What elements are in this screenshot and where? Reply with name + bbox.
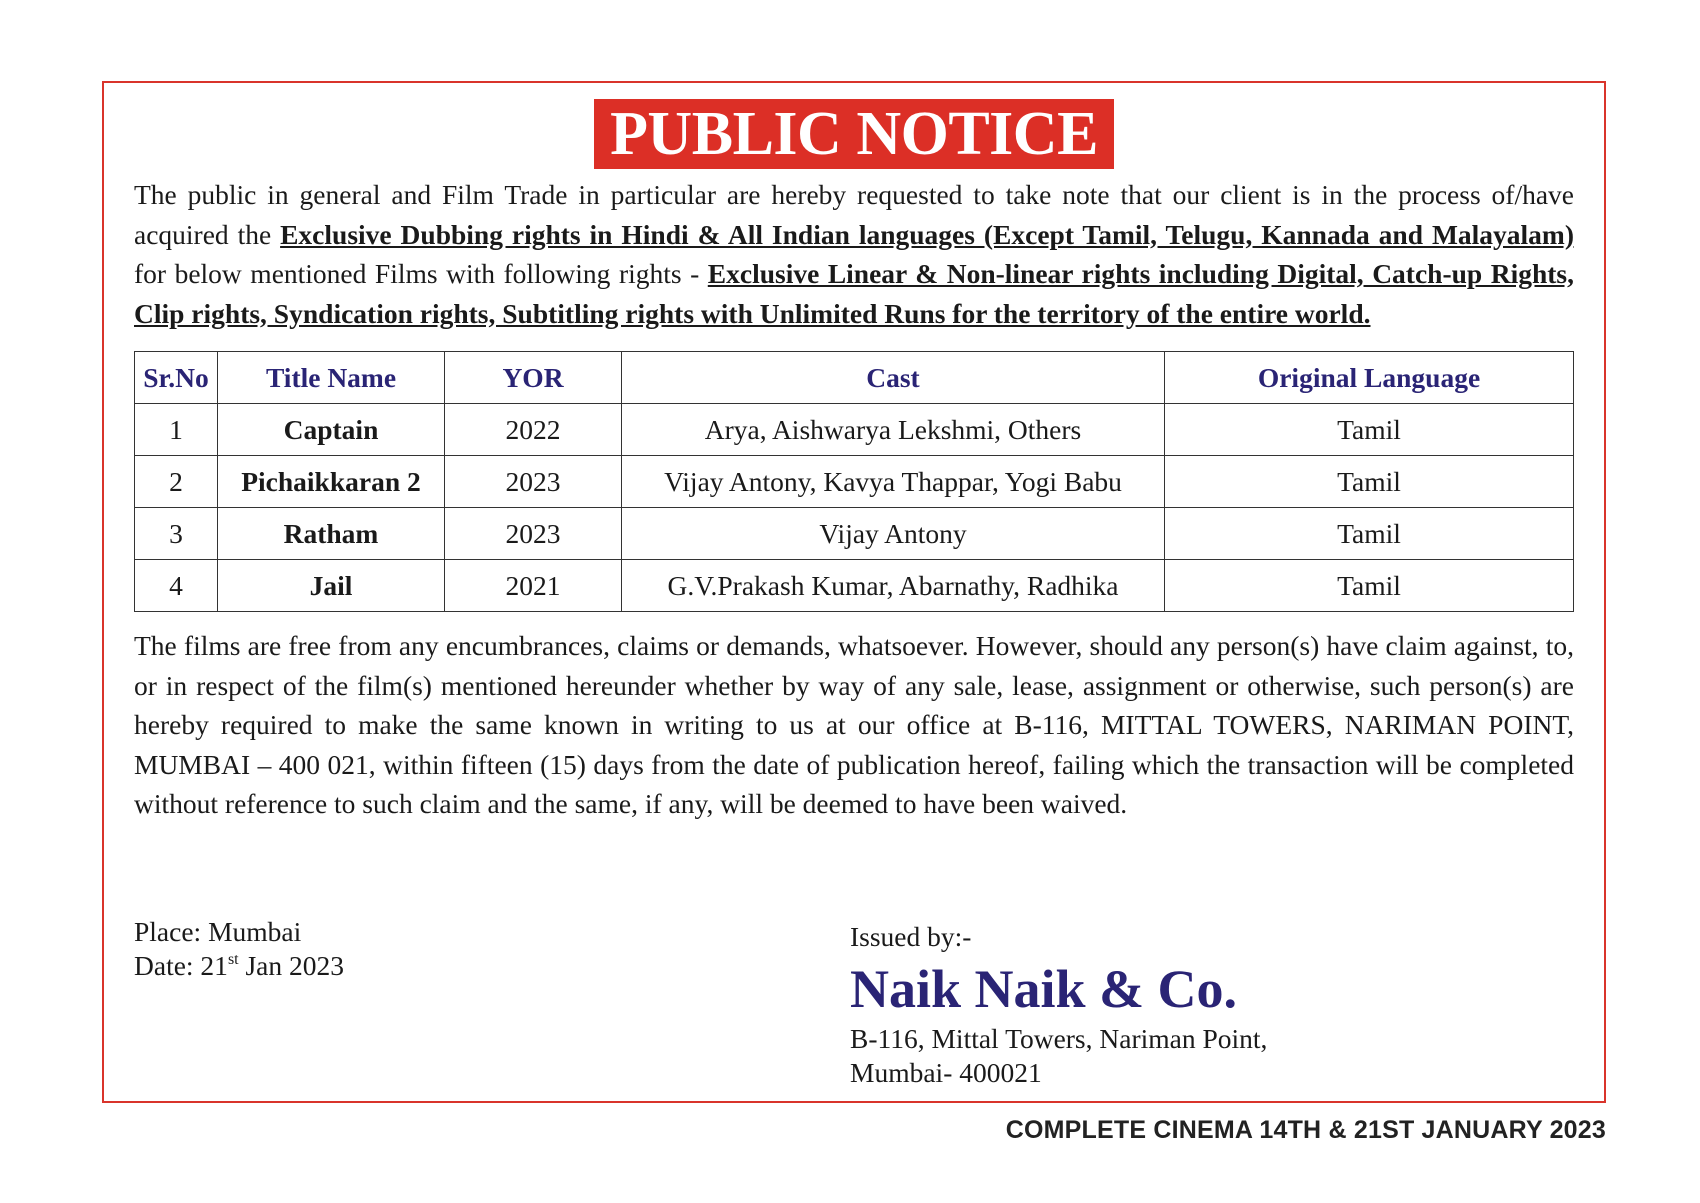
intro-text-1: The public in general and Film Trade in particular are hereby requested to take note that our client is in the process of/have acquired the <box>134 179 1574 250</box>
notice-content <box>134 175 1574 824</box>
claims-paragraph: The films are free from any encumbrances, claims or demands, whatsoever. However, should any person(s) have claim against, to, or in respect of the film(s) mentioned hereunder whether by way of any sale, lease, assignment or otherwise, such person(s) are hereby required to make the same known in writing to us at our office at B-116, MITTAL TOWERS, NARIMAN POINT, MUMBAI – 400 021, within fifteen (15) days from the date of publication hereof, failing which the transaction will be completed without reference to such claim and the same, if any, will be deemed to have been waived. <box>134 630 1574 819</box>
cell-sr-no: 2 <box>135 456 218 508</box>
place-line: Place: Mumbai <box>134 916 302 947</box>
cell-cast: Vijay Antony <box>622 508 1165 560</box>
intro-paragraph <box>134 175 1574 333</box>
cell-sr-no: 4 <box>135 560 218 612</box>
table-row <box>135 404 1574 456</box>
cell-title: Ratham <box>218 508 445 560</box>
intro-rights-scope-bold: Exclusive Linear & Non-linear rights including Digital, Catch-up Rights, Clip rights, Syndication rights, Subtitling rights with Unlimited Runs for the territory of the entire world. <box>134 258 1574 329</box>
firm-address-line-2: Mumbai- 400021 <box>850 1057 1042 1088</box>
header-cast: Cast <box>622 352 1165 404</box>
public-notice-box <box>102 81 1606 1103</box>
issued-by-label: Issued by:- <box>850 921 972 952</box>
cell-title: Pichaikkaran 2 <box>218 456 445 508</box>
films-table <box>134 351 1574 612</box>
cell-language: Tamil <box>1165 404 1574 456</box>
cell-yor: 2021 <box>445 560 622 612</box>
cell-language: Tamil <box>1165 560 1574 612</box>
table-row <box>135 508 1574 560</box>
cell-language: Tamil <box>1165 456 1574 508</box>
header-yor: YOR <box>445 352 622 404</box>
cell-sr-no: 1 <box>135 404 218 456</box>
films-table-header-row <box>135 352 1574 404</box>
table-row <box>135 560 1574 612</box>
header-title-name: Title Name <box>218 352 445 404</box>
date-ordinal-suffix: st <box>227 951 239 968</box>
date-rest: Jan 2023 <box>238 950 345 981</box>
date-line <box>134 949 344 983</box>
cell-language: Tamil <box>1165 508 1574 560</box>
title-wrap <box>104 99 1604 169</box>
cell-cast: Vijay Antony, Kavya Thappar, Yogi Babu <box>622 456 1165 508</box>
cell-yor: 2023 <box>445 508 622 560</box>
header-sr-no: Sr.No <box>135 352 218 404</box>
place-date-block <box>134 915 344 983</box>
header-original-language: Original Language <box>1165 352 1574 404</box>
cell-title: Jail <box>218 560 445 612</box>
date-prefix: Date: 21 <box>134 950 228 981</box>
cell-sr-no: 3 <box>135 508 218 560</box>
cell-cast: Arya, Aishwarya Lekshmi, Others <box>622 404 1165 456</box>
firm-name: Naik Naik & Co. <box>850 959 1238 1019</box>
intro-text-2: for below mentioned Films with following rights - <box>134 258 708 289</box>
table-row <box>135 456 1574 508</box>
cell-cast: G.V.Prakash Kumar, Abarnathy, Radhika <box>622 560 1165 612</box>
intro-rights-bold: Exclusive Dubbing rights in Hindi & All Indian languages (Except Tamil, Telugu, Kannada and Malayalam) <box>280 218 1574 250</box>
firm-address-line-1: B-116, Mittal Towers, Nariman Point, <box>850 1023 1268 1054</box>
issuer-block <box>850 920 1267 1090</box>
notice-title: PUBLIC NOTICE <box>594 99 1114 169</box>
publication-footer: COMPLETE CINEMA 14TH & 21ST JANUARY 2023 <box>1005 1116 1606 1144</box>
cell-yor: 2023 <box>445 456 622 508</box>
cell-yor: 2022 <box>445 404 622 456</box>
cell-title: Captain <box>218 404 445 456</box>
